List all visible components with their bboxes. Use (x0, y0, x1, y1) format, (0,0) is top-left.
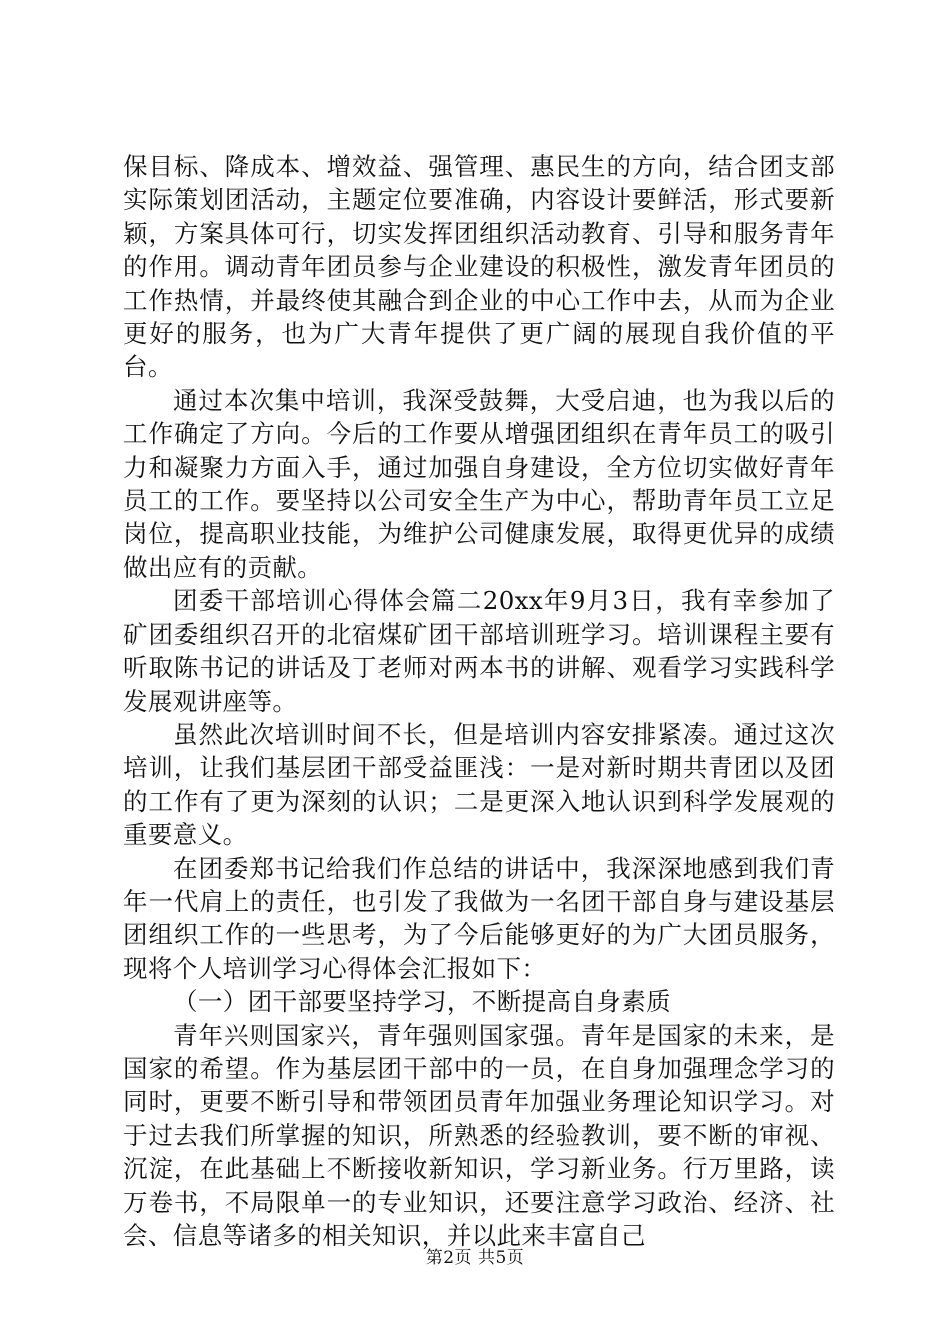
paragraph-training-benefits: 虽然此次培训时间不长，但是培训内容安排紧凑。通过这次培训，让我们基层团干部受益匪浅：一是对新时期共青团以及团的工作有了更为深刻的认识；二是更深入地认识到科学发展观的重要意义。 (123, 719, 835, 850)
paragraph-youth-learning: 青年兴则国家兴，青年强则国家强。青年是国家的未来，是国家的希望。作为基层团干部中的一员，在自身加强理念学习的同时，更要不断引导和带领团员青年加强业务理论知识学习。对于过去我们所掌握的知识，所熟悉的经验教训，要不断的审视、沉淀，在此基础上不断接收新知识，学习新业务。行万里路，读万卷书，不局限单一的专业知识，还要注意学习政治、经济、社会、信息等诸多的相关知识，并以此来丰富自己 (123, 1020, 835, 1250)
paragraph-continuation: 保目标、降成本、增效益、强管理、惠民生的方向，结合团支部实际策划团活动，主题定位要准确，内容设计要鲜活，形式要新颖，方案具体可行，切实发挥团组织活动教育、引导和服务青年的作用。调动青年团员参与企业建设的积极性，激发青年团员的工作热情，并最终使其融合到企业的中心工作中去，从而为企业更好的服务，也为广大青年提供了更广阔的展现自我价值的平台。 (123, 152, 835, 382)
paragraph-article-two-intro: 团委干部培训心得体会篇二20xx年9月3日，我有幸参加了矿团委组织召开的北宿煤矿团干部培训班学习。培训课程主要有听取陈书记的讲话及丁老师对两本书的讲解、观看学习实践科学发展观讲座等。 (123, 586, 835, 716)
paragraph-summary-speech: 在团委郑书记给我们作总结的讲话中，我深深地感到我们青年一代肩上的责任，也引发了我做为一名团干部自身与建设基层团组织工作的一些思考，为了今后能够更好的为广大团员服务，现将个人培训学习心得体会汇报如下： (123, 853, 835, 983)
section-heading-one: （一）团干部要坚持学习，不断提高自身素质 (173, 987, 671, 1017)
page-footer: 第2页 共5页 (425, 1248, 525, 1268)
paragraph-training-reflection: 通过本次集中培训，我深受鼓舞，大受启迪，也为我以后的工作确定了方向。今后的工作要从增强团组织在青年员工的吸引力和凝聚力方面入手，通过加强自身建设，全方位切实做好青年员工的工作。要坚持以公司安全生产为中心，帮助青年员工立足岗位，提高职业技能，为维护公司健康发展，取得更优异的成绩做出应有的贡献。 (123, 385, 835, 582)
document-body (123, 150, 835, 1252)
